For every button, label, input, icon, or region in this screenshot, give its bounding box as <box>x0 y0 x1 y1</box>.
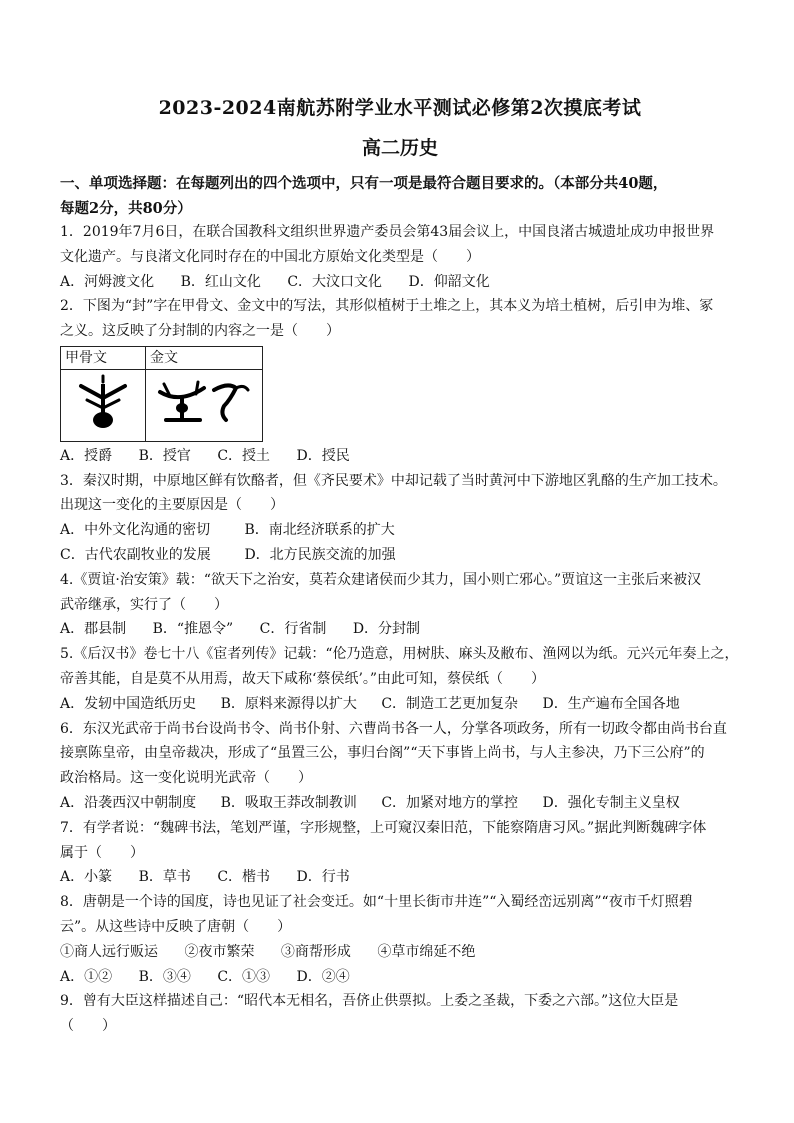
question-text: （ ） <box>60 1018 116 1035</box>
table-header-oracle-bone: 甲骨文 <box>61 346 146 369</box>
statements-row <box>60 940 740 965</box>
statement-4: ④草市绵延不绝 <box>377 943 476 960</box>
option-b[interactable]: B．授官 <box>138 447 191 464</box>
options-row <box>60 444 740 469</box>
question-text: 4.《贾谊·治安策》载：“欲天下之治安，莫若众建诸侯而少其力，国小则亡邪心。”贾谊这一主张后来被汉 <box>60 571 702 588</box>
option-c[interactable]: C．授土 <box>217 447 271 464</box>
question-5 <box>60 642 740 716</box>
option-d[interactable]: D．北方民族交流的加强 <box>244 546 396 563</box>
option-b[interactable]: B．原料来源得以扩大 <box>220 695 357 712</box>
bronze-glyph-cell <box>146 369 263 441</box>
options-row <box>60 692 740 717</box>
option-c[interactable]: C．制造工艺更加复杂 <box>381 695 519 712</box>
options-row <box>60 791 740 816</box>
option-d[interactable]: D．仰韶文化 <box>408 273 490 290</box>
option-b[interactable]: B．“推恩令” <box>152 621 234 638</box>
exam-title: 2023-2024南航苏附学业水平测试必修第2次摸底考试 <box>158 97 642 119</box>
question-text: 7．有学者说：“魏碑书法，笔划严谨，字形规整，上可窥汉秦旧范，下能察隋唐习风。”据此判断魏碑字体 <box>60 819 707 836</box>
option-d[interactable]: D．行书 <box>296 869 350 886</box>
bronze-feng-glyph-icon <box>150 370 258 432</box>
option-d[interactable]: D．分封制 <box>352 621 421 638</box>
oracle-bone-feng-glyph-icon <box>65 370 141 432</box>
option-c[interactable]: C．①③ <box>217 968 271 985</box>
option-d[interactable]: D．②④ <box>296 968 350 985</box>
option-b[interactable]: B．红山文化 <box>180 273 261 290</box>
statement-2: ②夜市繁荣 <box>184 943 255 960</box>
section-line: 每题2分，共80分） <box>60 199 192 217</box>
question-text: 帝善其能，自是莫不从用焉，故天下咸称‘蔡侯纸’。”由此可知，蔡侯纸（ ） <box>60 670 546 687</box>
options-row <box>60 543 740 568</box>
question-3 <box>60 469 740 568</box>
option-a[interactable]: A．沿袭西汉中朝制度 <box>60 794 197 811</box>
question-7 <box>60 816 740 890</box>
option-c[interactable]: C．楷书 <box>217 869 271 886</box>
question-text: 文化遗产。与良渚文化同时存在的中国北方原始文化类型是（ ） <box>60 248 480 265</box>
option-b[interactable]: B．草书 <box>138 869 191 886</box>
options-row <box>60 270 740 295</box>
question-text: 6．东汉光武帝于尚书台设尚书令、尚书仆射、六曹尚书各一人，分掌各项政务，所有一切政令都由尚书台直 <box>60 720 727 737</box>
question-text: 9．曾有大臣这样描述自己：“昭代本无相名，吾侪止供票拟。上委之圣裁，下委之六部。”这位大臣是 <box>60 993 679 1010</box>
option-a[interactable]: A．①② <box>60 968 113 985</box>
script-table <box>60 346 263 442</box>
option-a[interactable]: A．郡县制 <box>60 621 127 638</box>
question-text: 云”。从这些诗中反映了唐朝（ ） <box>60 918 292 935</box>
oracle-bone-glyph-cell <box>61 369 146 441</box>
statement-3: ③商帮形成 <box>280 943 351 960</box>
question-text: 8．唐朝是一个诗的国度，诗也见证了社会变迁。如“十里长街市井连”“入蜀经峦远别离”“夜市千灯照碧 <box>60 894 693 911</box>
section-line: 一、单项选择题：在每题列出的四个选项中，只有一项是最符合题目要求的。（本部分共40题， <box>60 175 668 192</box>
question-9 <box>60 989 740 1039</box>
question-text: 5.《后汉书》卷七十八《宦者列传》记载：“伦乃造意，用树肤、麻头及敝布、渔网以为纸。元兴元年奏上之， <box>60 646 739 663</box>
question-1 <box>60 220 740 294</box>
question-text: 1．2019年7月6日，在联合国教科文组织世界遗产委员会第43届会议上，中国良渚古城遗址成功申报世界 <box>60 224 715 240</box>
question-text: 3．秦汉时期，中原地区鲜有饮酪者，但《齐民要术》中却记载了当时黄河中下游地区乳酪的生产加工技术。 <box>60 472 727 489</box>
option-a[interactable]: A．发轫中国造纸历史 <box>60 695 197 712</box>
option-b[interactable]: B．南北经济联系的扩大 <box>244 522 395 539</box>
question-6 <box>60 717 740 816</box>
exam-subject: 高二历史 <box>361 137 438 159</box>
options-row <box>60 865 740 890</box>
option-a[interactable]: A．小篆 <box>60 869 113 886</box>
option-d[interactable]: D．强化专制主义皇权 <box>542 794 680 811</box>
statement-1: ①商人远行贩运 <box>60 943 158 960</box>
question-8 <box>60 890 740 989</box>
option-c[interactable]: C．加紧对地方的掌控 <box>381 794 519 811</box>
option-c[interactable]: C．大汶口文化 <box>287 273 383 290</box>
option-c[interactable]: C．行省制 <box>259 621 327 638</box>
question-text: 属于（ ） <box>60 844 144 861</box>
option-c[interactable]: C．古代农副牧业的发展 <box>60 546 211 563</box>
question-text: 政治格局。这一变化说明光武帝（ ） <box>60 770 312 787</box>
question-text: 之义。这反映了分封制的内容之一是（ ） <box>60 323 340 340</box>
option-b[interactable]: B．③④ <box>138 968 191 985</box>
question-text: 出现这一变化的主要原因是（ ） <box>60 497 284 514</box>
question-2 <box>60 294 740 468</box>
option-a[interactable]: A．授爵 <box>60 447 113 464</box>
question-text: 接禀陈皇帝，由皇帝裁决，形成了“虽置三公，事归台阁”“天下事皆上尚书，与人主参决，乃下三公府”的 <box>60 745 705 762</box>
table-header-bronze: 金文 <box>146 346 263 369</box>
question-4 <box>60 568 740 642</box>
option-d[interactable]: D．生产遍布全国各地 <box>542 695 680 712</box>
option-d[interactable]: D．授民 <box>296 447 350 464</box>
questions <box>60 220 740 1039</box>
option-b[interactable]: B．吸取王莽改制教训 <box>220 794 357 811</box>
question-text: 武帝继承，实行了（ ） <box>60 596 228 613</box>
section-instructions <box>60 172 740 222</box>
options-row <box>60 965 740 990</box>
option-a[interactable]: A．河姆渡文化 <box>60 273 155 290</box>
option-a[interactable]: A．中外文化沟通的密切 <box>60 522 211 539</box>
options-row <box>60 518 740 543</box>
options-row <box>60 617 740 642</box>
question-text: 2．下图为“封”字在甲骨文、金文中的写法，其形似植树于土堆之上，其本义为培土植树，后引申为堆、冢 <box>60 298 714 315</box>
